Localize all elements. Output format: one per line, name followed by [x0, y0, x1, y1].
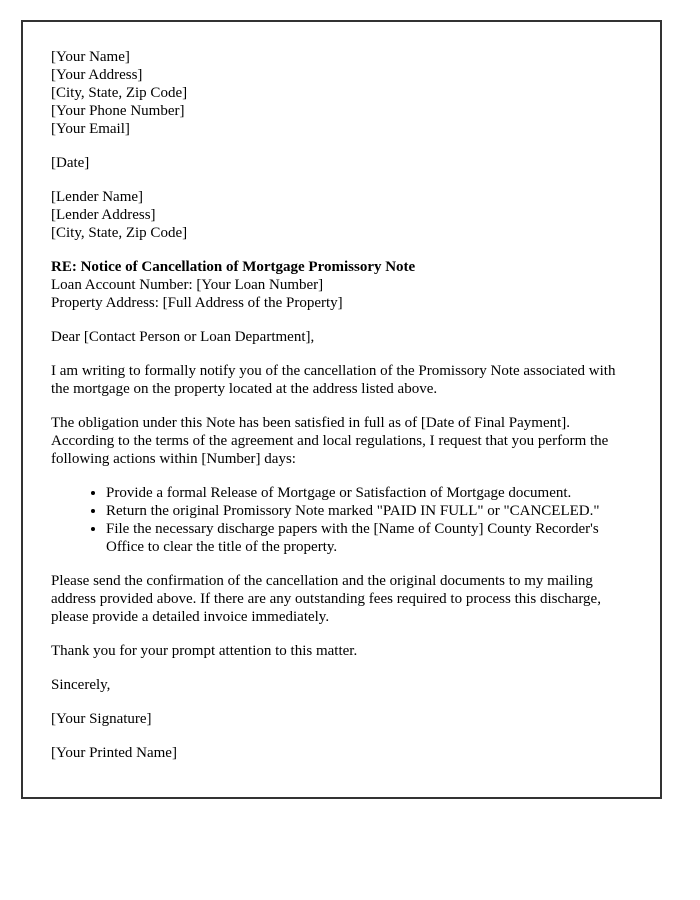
sender-address: [Your Address] [51, 67, 143, 83]
closing: Sincerely, [51, 677, 111, 693]
sender-name: [Your Name] [51, 49, 130, 65]
lender-city-state-zip: [City, State, Zip Code] [51, 225, 188, 241]
subject-line: RE: Notice of Cancellation of Mortgage Promissory Note [51, 259, 416, 275]
list-item-release: • Provide a formal Release of Mortgage or Satisfaction of Mortgage document. [106, 484, 632, 502]
sender-email: [Your Email] [51, 121, 130, 137]
sender-phone: [Your Phone Number] [51, 103, 185, 119]
recipient-address-block [51, 188, 632, 242]
date-line: [Date] [51, 155, 90, 171]
lender-name: [Lender Name] [51, 189, 144, 205]
list-item-file-discharge: • File the necessary discharge papers with the [Name of County] County Recorder's Office to clear the title of the property. [106, 520, 632, 556]
sender-address-block [51, 48, 632, 138]
salutation: Dear [Contact Person or Loan Department], [51, 329, 315, 345]
loan-account-line: Loan Account Number: [Your Loan Number] [51, 277, 324, 293]
signature-placeholder: [Your Signature] [51, 711, 152, 727]
sender-city-state-zip: [City, State, Zip Code] [51, 85, 188, 101]
subject-block [51, 258, 632, 312]
letter-frame [21, 20, 662, 799]
lender-address: [Lender Address] [51, 207, 156, 223]
list-item-return-note: • Return the original Promissory Note marked "PAID IN FULL" or "CANCELED." [106, 502, 632, 520]
paragraph-obligation: The obligation under this Note has been satisfied in full as of [Date of Final Payment]. According to the terms of the agreement and local regulations, I request that you perform the following actions within [Number] days: [51, 415, 609, 467]
printed-name-placeholder: [Your Printed Name] [51, 745, 177, 761]
paragraph-confirmation: Please send the confirmation of the cancellation and the original documents to my mailing address provided above. If there are any outstanding fees required to process this discharge, please provide a detailed invoice immediately. [51, 573, 601, 625]
property-address-line: Property Address: [Full Address of the Property] [51, 295, 343, 311]
paragraph-intro: I am writing to formally notify you of the cancellation of the Promissory Note associated with the mortgage on the property located at the address listed above. [51, 363, 616, 397]
request-list [51, 484, 632, 556]
paragraph-thanks: Thank you for your prompt attention to this matter. [51, 643, 358, 659]
